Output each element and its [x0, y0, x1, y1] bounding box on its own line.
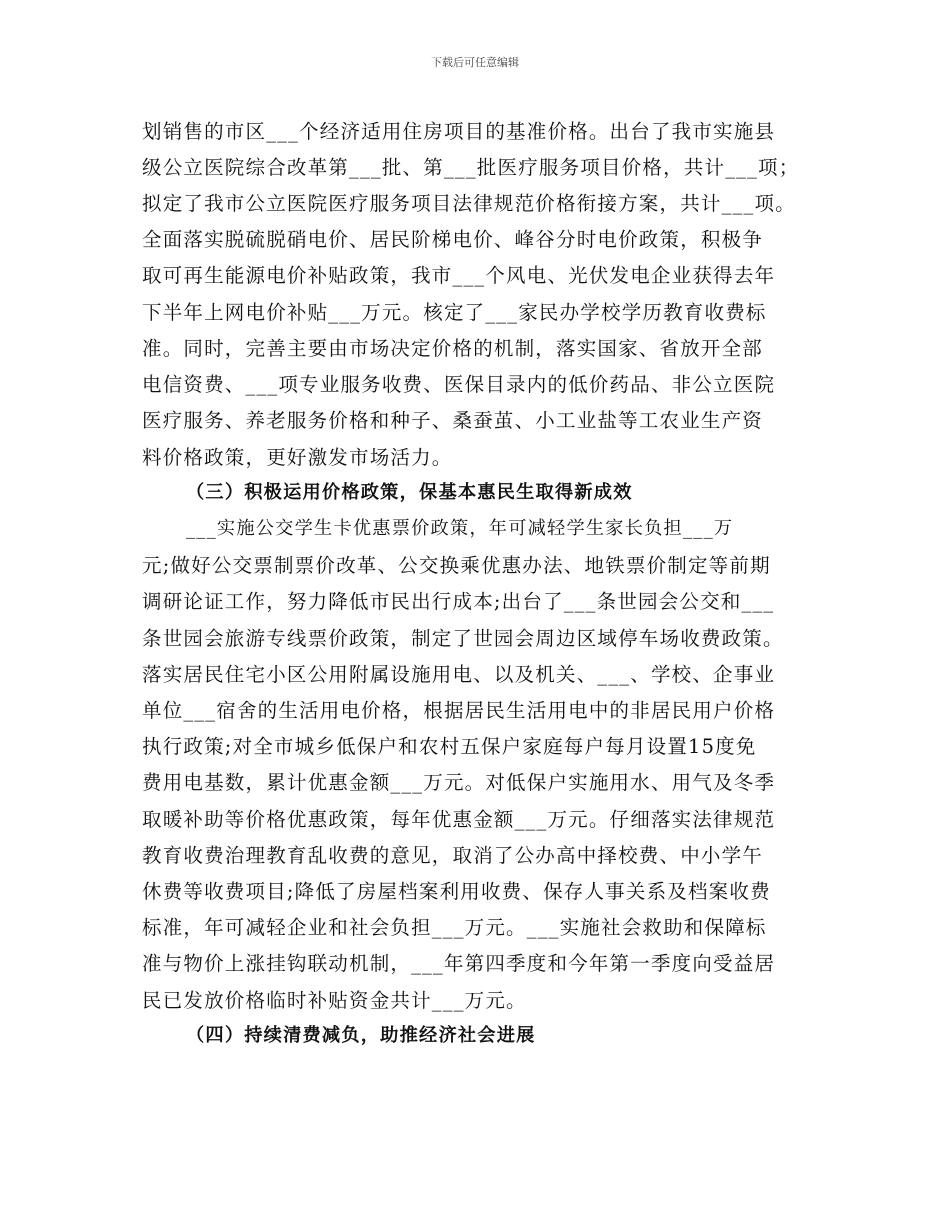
section-heading: （四）持续清费减负，助推经济社会进展	[186, 1025, 536, 1046]
body-line: 料价格政策，更好激发市场活力。	[142, 446, 453, 469]
body-line: 元;做好公交票制票价改革、公交换乘优惠办法、地铁票价制定等前期	[142, 554, 771, 577]
body-line: 条世园会旅游专线票价政策，制定了世园会周边区域停车场收费政策。	[142, 627, 784, 650]
body-line: 调研论证工作，努力降低市民出行成本;出台了___条世园会公交和___	[142, 590, 775, 613]
body-line: 单位___宿舍的生活用电价格，根据居民生活用电中的非居民用户价格	[142, 699, 776, 722]
body-line: 休费等收费项目;降低了房屋档案利用收费、保存人事关系及档案收费	[142, 880, 771, 903]
body-line: 全面落实脱硫脱硝电价、居民阶梯电价、峰谷分时电价政策，积极争	[142, 228, 764, 251]
body-line: 标准，年可减轻企业和社会负担___万元。___实施社会救助和保障标	[142, 916, 767, 939]
body-line: 费用电基数，累计优惠金额___万元。对低保户实施用水、用气及冬季	[142, 771, 776, 794]
body-line: 取可再生能源电价补贴政策，我市___个风电、光伏发电企业获得去年	[142, 264, 776, 287]
body-line: 电信资费、___项专业服务收费、医保目录内的低价药品、非公立医院	[142, 373, 776, 396]
body-line: 准与物价上涨挂钩联动机制，___年第四季度和今年第一季度向受益居	[142, 952, 776, 975]
body-line: 民已发放价格临时补贴资金共计___万元。	[142, 989, 527, 1012]
body-line: 医疗服务、养老服务价格和种子、桑蚕茧、小工业盐等工农业生产资	[142, 409, 764, 432]
body-line: 落实居民住宅小区公用附属设施用电、以及机关、___、学校、企事业	[142, 663, 776, 686]
body-line: 下半年上网电价补贴___万元。核定了___家民办学校学历教育收费标	[142, 301, 767, 324]
body-line: 执行政策;对全市城乡低保户和农村五保户家庭每户每月设置15度免	[142, 735, 757, 758]
body-line: 准。同时，完善主要由市场决定价格的机制，落实国家、省放开全部	[142, 337, 764, 360]
body-line: 划销售的市区___个经济适用住房项目的基准价格。出台了我市实施县	[142, 120, 776, 143]
section-heading: （三）积极运用价格政策，保基本惠民生取得新成效	[186, 482, 633, 503]
body-line: 教育收费治理教育乱收费的意见，取消了公办高中择校费、中小学午	[142, 844, 764, 867]
body-line: 级公立医院综合改革第___批、第___批医疗服务项目价格，共计___项；	[142, 156, 800, 179]
body-line: ___实施公交学生卡优惠票价政策，年可减轻学生家长负担___万	[186, 518, 734, 539]
page-header: 下载后可任意编辑	[431, 56, 519, 69]
body-line: 取暖补助等价格优惠政策，每年优惠金额___万元。仔细落实法律规范	[142, 808, 776, 831]
body-line: 拟定了我市公立医院医疗服务项目法律规范价格衔接方案，共计___项。	[142, 192, 796, 215]
